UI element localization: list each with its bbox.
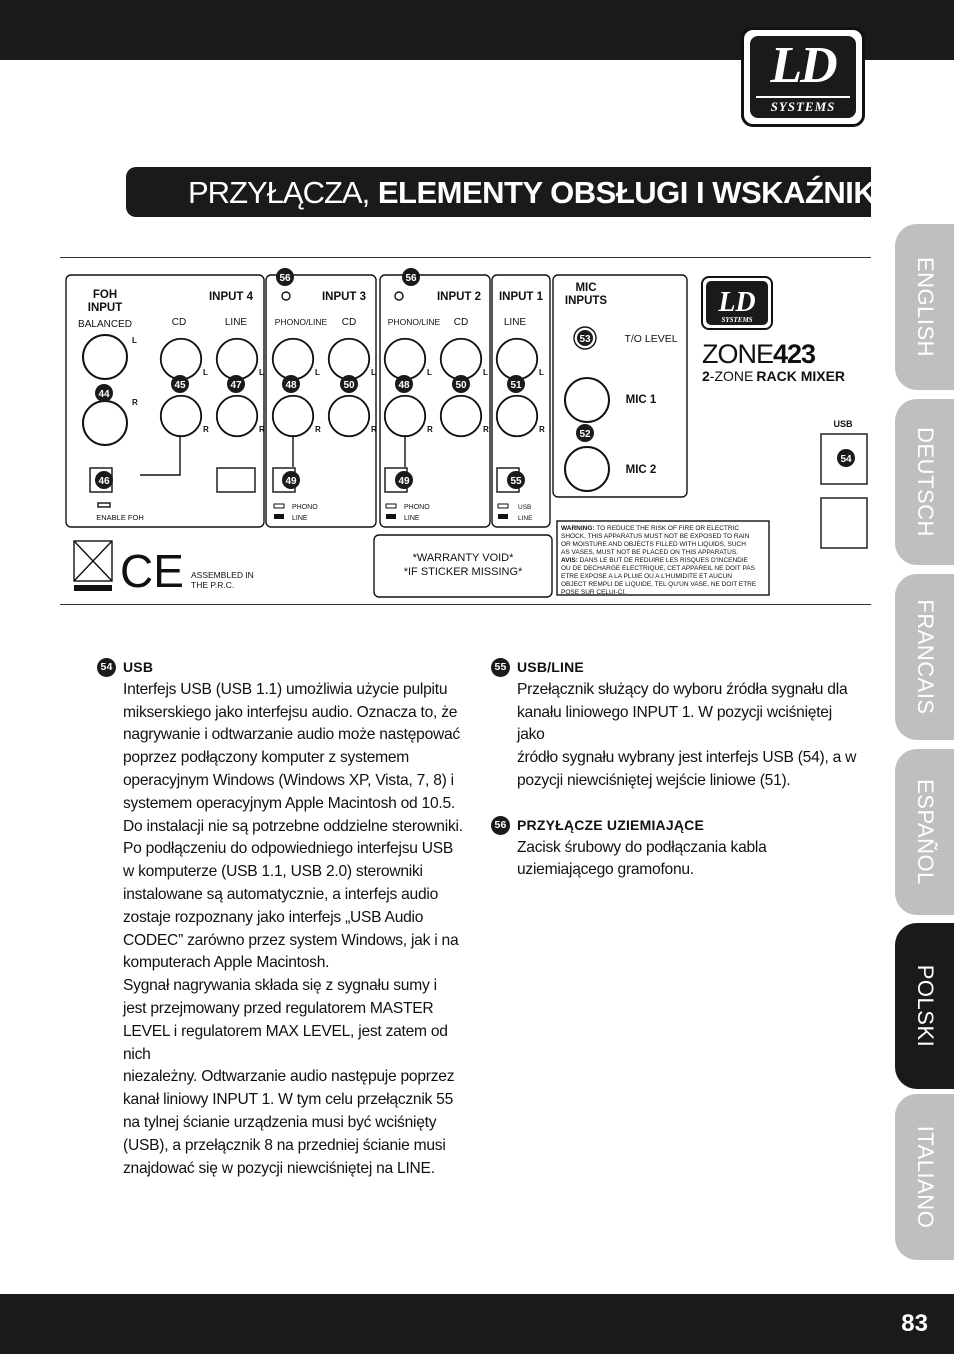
input2-cd-label: CD xyxy=(453,317,469,328)
badge-52: 52 xyxy=(579,429,591,440)
section-ground-body: Zacisk śrubowy do podłączania kabla uziemiającego gramofonu. xyxy=(517,838,767,879)
input2-cd-jack-r xyxy=(441,396,481,436)
svg-text:CE: CE xyxy=(120,545,184,597)
svg-text:SHOCK, THIS APPARATUS MUST NOT: SHOCK, THIS APPARATUS MUST NOT BE EXPOSED TO RAIN xyxy=(561,533,750,540)
svg-text:OBJECT REMPLI DE LIQUIDE, TEL: OBJECT REMPLI DE LIQUIDE, TEL QU'UN VASE, NE DOIT ETRE xyxy=(561,581,757,588)
mic2-jack xyxy=(565,447,609,491)
in2ph-r-mark: R xyxy=(427,425,433,434)
in3ph-r-mark: R xyxy=(315,425,321,434)
input1-line-mark: LINE xyxy=(518,515,533,522)
warranty-line-2: *IF STICKER MISSING* xyxy=(403,566,523,578)
input2-phono-mark: PHONO xyxy=(404,504,430,511)
badge-51: 51 xyxy=(510,380,522,391)
foh-cable-line xyxy=(140,435,180,475)
section-usb-number: 54 xyxy=(97,658,116,677)
tab-english-label: ENGLISH xyxy=(912,256,938,358)
assembled-line-1: ASSEMBLED IN xyxy=(191,570,254,580)
enable-foh-label: ENABLE FOH xyxy=(96,513,144,522)
section-usb-line-body: Przełącznik służący do wyboru źródła sygnału dla kanału liniowego INPUT 1. W pozycji wciśniętej jako źródło sygnału wybrany jest interfejs USB (54), a w pozycji niewciśniętej wejście liniowe (51). xyxy=(517,680,857,789)
in4cd-r-mark: R xyxy=(203,425,209,434)
column-right xyxy=(494,656,862,903)
input3-cd-label: CD xyxy=(341,317,357,328)
mic2-label: MIC 2 xyxy=(625,464,657,476)
in2ph-l-mark: L xyxy=(427,368,432,377)
badge-47: 47 xyxy=(230,380,242,391)
warranty-line-1: *WARRANTY VOID* xyxy=(412,552,514,564)
tab-espanol[interactable] xyxy=(895,749,954,915)
badge-45: 45 xyxy=(174,380,186,391)
tab-francais[interactable] xyxy=(895,574,954,740)
foh-r-mark: R xyxy=(132,398,138,407)
section-usb-heading xyxy=(97,656,468,679)
title-light: PRZYŁĄCZA, xyxy=(188,175,370,210)
input1-line-jack-r xyxy=(497,396,537,436)
in4cd-l-mark: L xyxy=(203,368,208,377)
input2-ground-screw xyxy=(395,292,403,300)
mic-inputs-label-2: INPUTS xyxy=(564,295,608,307)
in1-r-mark: R xyxy=(539,425,545,434)
svg-text:AS VASES, MUST NOT BE PLACED O: AS VASES, MUST NOT BE PLACED ON THIS APPARATUS. xyxy=(561,549,738,556)
section-usb-line-number: 55 xyxy=(491,658,510,677)
input2-label: INPUT 2 xyxy=(436,291,482,303)
tab-italiano[interactable] xyxy=(895,1094,954,1260)
input3-phono-jack-r xyxy=(273,396,313,436)
input2-cd-jack-l xyxy=(441,339,481,379)
section-usb xyxy=(100,656,468,1180)
badge-46: 46 xyxy=(98,476,110,487)
mic1-label: MIC 1 xyxy=(625,394,657,406)
input3-line-mark: LINE xyxy=(292,515,308,522)
in4line-l-mark: L xyxy=(259,368,264,377)
section-usb-title: USB xyxy=(123,659,154,675)
input4-line-jack-l xyxy=(217,339,257,379)
tab-italiano-label: ITALIANO xyxy=(912,1125,938,1229)
to-level-label: T/O LEVEL xyxy=(624,333,678,345)
foh-jack-r xyxy=(83,401,127,445)
section-ground-number: 56 xyxy=(491,816,510,835)
badge-49b: 49 xyxy=(398,476,410,487)
input1-usb-mark: USB xyxy=(518,504,532,511)
input3-phono-jack-l xyxy=(273,339,313,379)
page-title xyxy=(126,167,894,217)
logo-ld-text: LD xyxy=(770,37,836,94)
usb-port-label: USB xyxy=(833,419,853,429)
tab-english[interactable] xyxy=(895,224,954,390)
enable-foh-button xyxy=(98,503,110,507)
in1-l-mark: L xyxy=(539,368,544,377)
input2-line-mark: LINE xyxy=(404,515,420,522)
brand-sub-text: 2-ZONE RACK MIXER xyxy=(702,368,846,384)
divider-bottom xyxy=(60,604,871,605)
badge-48b: 48 xyxy=(398,380,410,391)
tab-deutsch[interactable] xyxy=(895,399,954,565)
section-ground-title: PRZYŁĄCZE UZIEMIAJĄCE xyxy=(517,816,704,833)
input3-label: INPUT 3 xyxy=(321,291,367,303)
badge-49a: 49 xyxy=(285,476,297,487)
tab-polski-label: POLSKI xyxy=(912,964,938,1048)
rear-panel-diagram xyxy=(60,257,871,604)
badge-48a: 48 xyxy=(285,380,297,391)
section-usb-line xyxy=(494,656,862,793)
foh-label: FOH xyxy=(92,289,118,301)
input4-cd-label: CD xyxy=(171,317,187,328)
logo-systems-text: SYSTEMS xyxy=(756,96,850,116)
tab-espanol-label: ESPAÑOL xyxy=(912,779,938,885)
foh-jack-l xyxy=(83,335,127,379)
input1-label: INPUT 1 xyxy=(498,291,544,303)
foh-balanced-label: BALANCED xyxy=(78,319,132,330)
tab-francais-label: FRANCAIS xyxy=(912,599,938,715)
in3cd-l-mark: L xyxy=(371,368,376,377)
input4-line-jack-r xyxy=(217,396,257,436)
in3ph-l-mark: L xyxy=(315,368,320,377)
in3cd-r-mark: R xyxy=(371,425,377,434)
badge-53: 53 xyxy=(579,334,591,345)
brand-zone-text: ZONE423 xyxy=(702,339,816,369)
title-bold: ELEMENTY OBSŁUGI I WSKAŹNIKI: xyxy=(377,175,894,210)
zone-brand xyxy=(702,277,845,384)
input4-label: INPUT 4 xyxy=(208,291,254,303)
input3-ground-screw xyxy=(282,292,290,300)
in4line-r-mark: R xyxy=(259,425,265,434)
jacks xyxy=(83,335,609,491)
brand-systems-mark: SYSTEMS xyxy=(721,316,753,324)
section-usb-body: Interfejs USB (USB 1.1) umożliwia użycie pulpitu mikserskiego jako interfejsu audio. Oznacza to, że nagrywanie i odtwarzanie audio może następować poprzez podłączony komputer z systemem operacyjnym Windows (Windows XP, Vista, 7, 8) i systemem operacyjnym Apple Macintosh od 10.5. Do instalacji nie są potrzebne oddzielne sterowniki. Po podłączeniu do odpowiedniego interfejsu USB w komputerze (USB 1.1, USB 2.0) sterowniki instalowane są automatycznie, a interfejs audio zostaje rozpoznany jako interfejs „USB Audio CODEC” zarówno przez system Windows, jak i na komputerach Apple Macintosh. Sygnał nagrywania składa się z sygnału sumy i jest przejmowany przed regulatorem MASTER LEVEL i regulatorem MAX LEVEL, jest zatem od nich niezależny. Odtwarzanie audio następuje poprzez kanał liniowy INPUT 1. W tym celu przełącznik 55 na tylnej ścianie urządzenia musi być wciśnięty (USB), a przełącznik 8 na przedniej ścianie musi znajdować się w pozycji niewciśniętej na LINE. xyxy=(123,680,463,1177)
in2cd-l-mark: L xyxy=(483,368,488,377)
section-ground xyxy=(494,814,862,882)
page-number: 83 xyxy=(901,1310,928,1337)
input3-cd-jack-r xyxy=(329,396,369,436)
input2-phono-jack-l xyxy=(385,339,425,379)
blank-box xyxy=(821,498,867,548)
brand-ld-mark: LD xyxy=(718,287,756,318)
input4-blank-box xyxy=(217,468,255,492)
svg-text:OU DE DECHARGE ELECTRIQUE, CET: OU DE DECHARGE ELECTRIQUE, CET APPAREIL NE DOIT PAS xyxy=(561,565,755,572)
badge-50a: 50 xyxy=(343,380,355,391)
svg-text:ETRE EXPOSE A LA PLUIE OU A L': ETRE EXPOSE A LA PLUIE OU A L'HUMIDITE ET AUCUN xyxy=(561,573,732,580)
ld-systems-logo xyxy=(741,27,865,127)
foh-input-label: INPUT xyxy=(87,302,123,314)
in2cd-r-mark: R xyxy=(483,425,489,434)
foh-l-mark: L xyxy=(132,336,137,345)
input1-line-label: LINE xyxy=(503,317,527,328)
badge-44: 44 xyxy=(98,389,110,400)
section-ground-heading xyxy=(491,814,862,837)
input2-phono-jack-r xyxy=(385,396,425,436)
input4-cd-jack-r xyxy=(161,396,201,436)
bottom-bar xyxy=(0,1294,954,1354)
input3-phono-line-label: PHONO/LINE xyxy=(274,317,328,327)
badge-55: 55 xyxy=(510,476,522,487)
input2-phono-line-label: PHONO/LINE xyxy=(387,317,441,327)
input4-line-label: LINE xyxy=(224,317,248,328)
svg-text:WARNING: TO REDUCE THE RISK OF: WARNING: TO REDUCE THE RISK OF FIRE OR ELECTRIC xyxy=(561,525,740,532)
section-usb-line-heading xyxy=(491,656,862,679)
section-usb-line-title: USB/LINE xyxy=(517,659,584,675)
mic-inputs-label-1: MIC xyxy=(575,282,597,294)
tab-polski[interactable] xyxy=(895,923,954,1089)
input3-phono-mark: PHONO xyxy=(292,504,318,511)
mic1-jack xyxy=(565,378,609,422)
compliance-marks xyxy=(74,541,254,597)
badge-56b: 56 xyxy=(405,273,417,284)
warning-text xyxy=(561,525,757,596)
svg-text:AVIS: DANS LE BUT DE REDUIRE L: AVIS: DANS LE BUT DE REDUIRE LES RISQUES D'INCENDIE xyxy=(561,557,749,564)
assembled-line-2: THE P.R.C. xyxy=(191,580,235,590)
svg-text:OR MOISTURE AND OBJECTS FILLED: OR MOISTURE AND OBJECTS FILLED WITH LIQUIDS, SUCH xyxy=(561,541,746,548)
tab-deutsch-label: DEUTSCH xyxy=(912,427,938,537)
badge-50b: 50 xyxy=(455,380,467,391)
badge-54: 54 xyxy=(840,454,852,465)
input3-cd-jack-l xyxy=(329,339,369,379)
badge-56a: 56 xyxy=(279,273,291,284)
input4-cd-jack-l xyxy=(161,339,201,379)
svg-text:POSE SUR CELUI-CI.: POSE SUR CELUI-CI. xyxy=(561,589,627,596)
column-left xyxy=(100,656,468,1201)
input1-line-jack-l xyxy=(497,339,537,379)
